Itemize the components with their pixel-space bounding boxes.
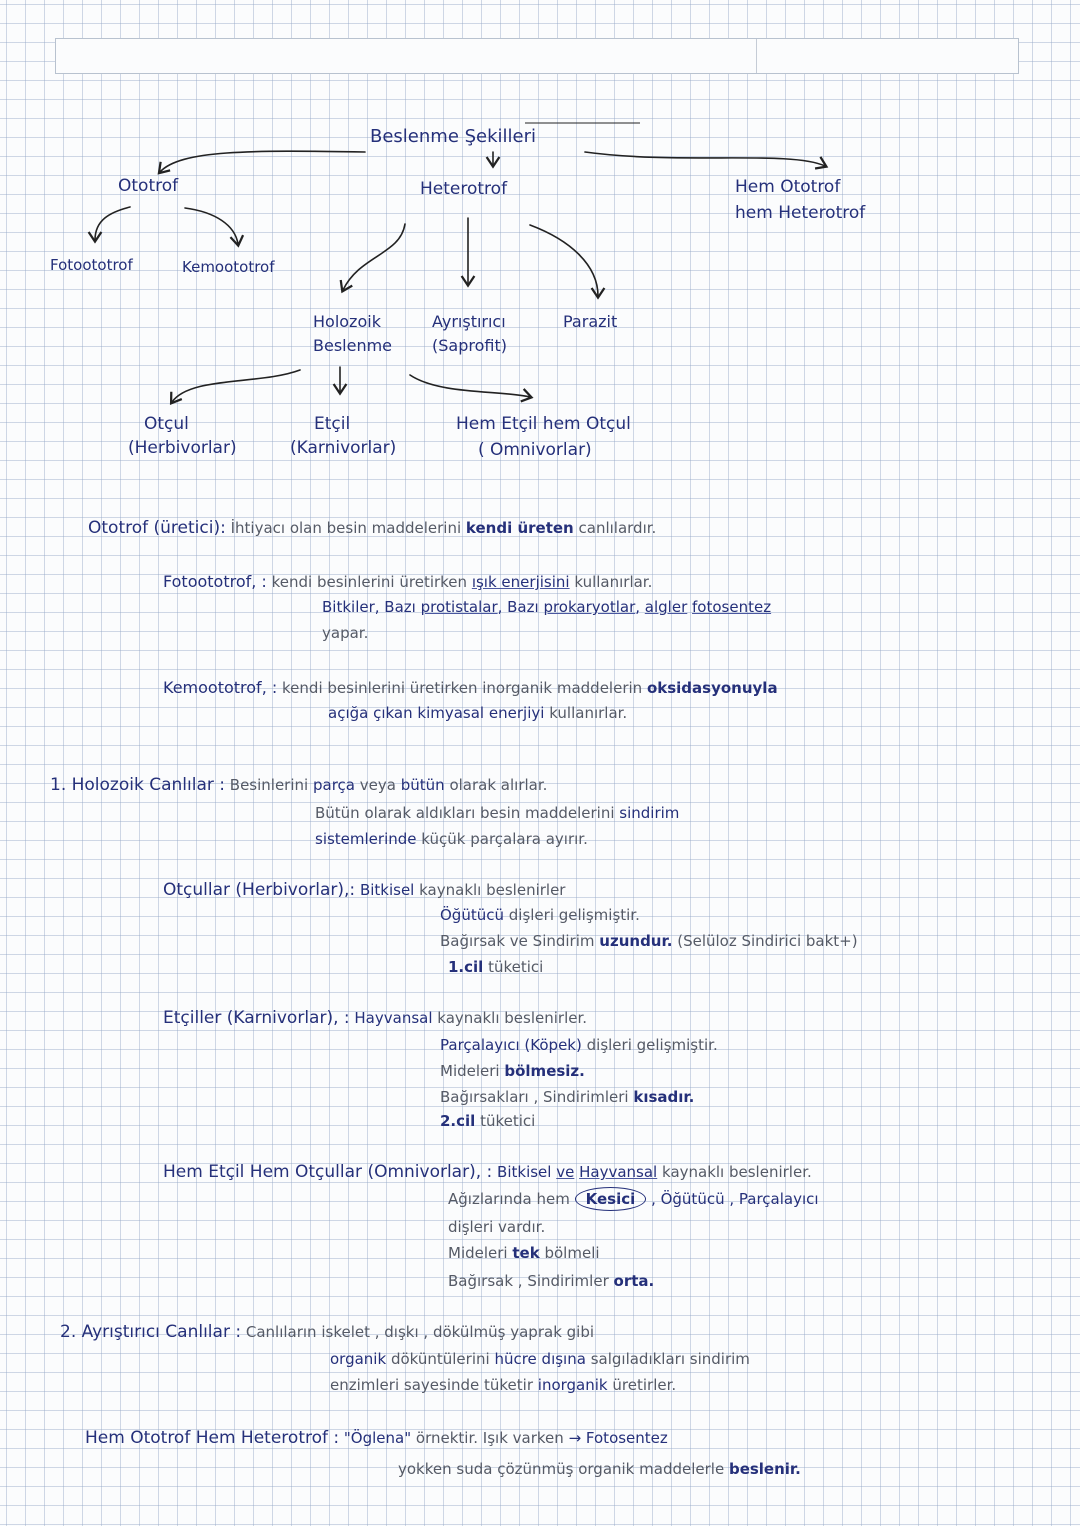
- ayristirici-text-3: salgıladıkları sindirim: [590, 1350, 750, 1368]
- etcil-line-3: [440, 1062, 585, 1080]
- etcil-text-2: dişleri gelişmiştir.: [586, 1036, 718, 1054]
- omnivor-line-4: [448, 1244, 600, 1262]
- omnivor-text-2: Ağızlarında hem: [448, 1190, 570, 1208]
- omnivor-ve: ve: [556, 1163, 575, 1181]
- kemoototrof-emphasis-2: enerjiyi: [488, 704, 545, 722]
- holozoik-text-4: küçük parçalara ayırır.: [421, 830, 588, 848]
- otcul-text-2: dişleri gelişmiştir.: [508, 906, 640, 924]
- node-hem-ototrof-label-1: Hem Ototrof: [735, 177, 841, 197]
- node-holozoik-1: Holozoik: [313, 312, 381, 331]
- otcul-text-3: Bağırsak ve Sindirim: [440, 932, 595, 950]
- omnivor-bitkisel: Bitkisel: [497, 1163, 552, 1181]
- ototrof-heading: Ototrof (üretici):: [88, 518, 226, 538]
- ototrof-def-text: İhtiyacı olan besin maddelerini: [230, 519, 462, 537]
- fotoototrof-protista: protistalar: [420, 598, 498, 616]
- holozoik-sistemler: sistemlerinde: [315, 830, 417, 848]
- omnivor-text-3: Bağırsak , Sindirimler: [448, 1272, 609, 1290]
- fotoototrof-line-1: [163, 572, 652, 591]
- holozoik-text-1: Besinlerini: [229, 776, 309, 794]
- kemoototrof-text-4: kullanırlar.: [549, 704, 628, 722]
- fotoototrof-examples-2: , Bazı: [497, 598, 539, 616]
- holozoik-parca: parça: [312, 776, 355, 794]
- holozoik-heading: 1. Holozoik Canlılar :: [50, 775, 225, 795]
- ayristirici-hucre-disina: hücre dışına: [494, 1350, 586, 1368]
- node-omnivor-2: ( Omnivorlar): [478, 440, 592, 460]
- omnivor-text-1: kaynaklı beslenirler.: [662, 1163, 812, 1181]
- holozoik-line-1: [50, 775, 547, 795]
- hem-heterotrof-heading: Hem Ototrof Hem Heterotrof :: [85, 1428, 340, 1448]
- etcil-text-3: Bağırsakları , Sindirimleri: [440, 1088, 629, 1106]
- fotoototrof-text-1: kendi besinlerini üretirken: [271, 573, 468, 591]
- omnivor-line-3: dişleri vardır.: [448, 1218, 546, 1236]
- hem-heterotrof-beslenir: beslenir.: [728, 1460, 801, 1478]
- otcul-ogutucu: Öğütücü: [440, 906, 504, 924]
- holozoik-butun: bütün: [400, 776, 445, 794]
- fotoototrof-fotosentez: fotosentez: [692, 598, 772, 616]
- etcil-bolmesiz: bölmesiz.: [504, 1062, 585, 1080]
- otcul-text-1: kaynaklı beslenirler: [419, 881, 566, 899]
- omnivor-line-5: [448, 1272, 654, 1290]
- omnivor-mideleri: Mideleri: [448, 1244, 508, 1262]
- fotoototrof-prokaryot: prokaryotlar: [543, 598, 636, 616]
- ototrof-def-emphasis: kendi üreten: [465, 519, 574, 537]
- omnivor-tek: tek: [512, 1244, 540, 1262]
- ototrof-definition-line: [88, 518, 656, 538]
- holozoik-text-2: olarak alırlar.: [449, 776, 548, 794]
- etcil-line-4: [440, 1088, 694, 1106]
- node-heterotrof: Heterotrof: [420, 179, 508, 199]
- otcul-seluloz-note: (Selüloz Sindirici bakt+): [677, 932, 858, 950]
- node-etcil-1: Etçil: [314, 414, 351, 434]
- kemoototrof-text-1: kendi besinlerini üretirken: [282, 679, 478, 697]
- ayristirici-organik: organik: [330, 1350, 387, 1368]
- hem-heterotrof-fotosentez: → Fotosentez: [568, 1429, 668, 1447]
- ayristirici-text-4: enzimleri sayesinde tüketir: [330, 1376, 533, 1394]
- diagram-arrows: [0, 0, 1080, 470]
- etcil-heading: Etçiller (Karnivorlar), :: [163, 1008, 350, 1028]
- node-holozoik-2: Beslenme: [313, 336, 393, 355]
- otcul-line-2: [440, 906, 640, 924]
- etcil-line-5: [440, 1112, 535, 1130]
- hem-heterotrof-oglena: "Öglena": [343, 1429, 412, 1447]
- etcil-order: 2.cil: [440, 1112, 476, 1130]
- fotoototrof-line-2: [322, 598, 771, 616]
- otcul-line-4: [448, 958, 543, 976]
- hem-heterotrof-line-1: [85, 1428, 668, 1448]
- node-fotoototrof: Fotoototrof: [50, 256, 133, 274]
- otcul-tuketici: tüketici: [488, 958, 544, 976]
- etcil-text-1: kaynaklı beslenirler.: [437, 1009, 588, 1027]
- fotoototrof-heading: Fotoototrof, :: [163, 572, 267, 591]
- omnivor-dis-types: , Öğütücü , Parçalayıcı: [651, 1190, 819, 1208]
- fotoototrof-comma: ,: [635, 598, 641, 616]
- ayristirici-heading: 2. Ayrıştırıcı Canlılar :: [60, 1322, 242, 1342]
- ayristirici-text-5: üretirler.: [612, 1376, 677, 1394]
- etcil-kisadir: kısadır.: [633, 1088, 695, 1106]
- etcil-parcalayici: Parçalayıcı (Köpek): [440, 1036, 582, 1054]
- fotoototrof-line-3: yapar.: [322, 624, 369, 642]
- omnivor-line-1: [163, 1162, 812, 1182]
- ayristirici-line-2: [330, 1350, 750, 1368]
- node-kemoototrof: Kemoototrof: [182, 258, 275, 276]
- hem-heterotrof-text-2: yokken suda çözünmüş organik maddelerle: [398, 1460, 725, 1478]
- node-parazit: Parazit: [563, 312, 618, 331]
- etcil-mideleri: Mideleri: [440, 1062, 500, 1080]
- holozoik-veya: veya: [359, 776, 396, 794]
- ayristirici-line-1: [60, 1322, 594, 1342]
- fotoototrof-examples-1: Bitkiler, Bazı: [322, 598, 416, 616]
- holozoik-sindirim: sindirim: [619, 804, 680, 822]
- ayristirici-inorganik: inorganik: [537, 1376, 608, 1394]
- diagram-root-label: Beslenme Şekilleri: [370, 126, 537, 147]
- fotoototrof-algler: algler: [644, 598, 688, 616]
- kemoototrof-line-1: [163, 678, 778, 697]
- otcul-uzundur: uzundur.: [599, 932, 673, 950]
- node-etcil-2: (Karnivorlar): [290, 438, 397, 458]
- kemoototrof-text-2: inorganik maddelerin: [482, 679, 643, 697]
- otcul-line-3: [440, 932, 858, 950]
- holozoik-line-2: [315, 804, 679, 822]
- node-otcul-1: Otçul: [144, 414, 189, 434]
- ototrof-def-end: canlılardır.: [578, 519, 657, 537]
- fotoototrof-emphasis-1: ışık enerjisini: [471, 573, 570, 591]
- kemoototrof-line-2: [328, 704, 627, 722]
- ayristirici-text-2: döküntülerini: [390, 1350, 490, 1368]
- hem-heterotrof-text-1: örnektir. Işık varken: [415, 1429, 564, 1447]
- node-ayristirici-1: Ayrıştırıcı: [432, 312, 506, 331]
- omnivor-line-2: [448, 1190, 819, 1208]
- etcil-hayvansal: Hayvansal: [354, 1009, 433, 1027]
- omnivor-heading: Hem Etçil Hem Otçullar (Omnivorlar), :: [163, 1162, 493, 1182]
- omnivor-kesici-circled: Kesici: [575, 1187, 647, 1211]
- otcul-order: 1.cil: [448, 958, 484, 976]
- hem-heterotrof-line-2: [398, 1460, 801, 1478]
- ayristirici-line-3: [330, 1376, 676, 1394]
- etcil-line-1: [163, 1008, 587, 1028]
- etcil-tuketici: tüketici: [480, 1112, 536, 1130]
- node-otcul-2: (Herbivorlar): [128, 438, 237, 458]
- node-hem-ototrof-label-2: hem Heterotrof: [735, 203, 866, 223]
- omnivor-orta: orta.: [613, 1272, 655, 1290]
- kemoototrof-text-3: açığa çıkan kimyasal: [328, 704, 485, 722]
- omnivor-hayvansal: Hayvansal: [579, 1163, 658, 1181]
- kemoototrof-emphasis-1: oksidasyonuyla: [646, 679, 778, 697]
- kemoototrof-heading: Kemoototrof, :: [163, 678, 278, 697]
- node-ototrof: Ototrof: [118, 176, 179, 196]
- node-ayristirici-2: (Saprofit): [432, 336, 507, 355]
- holozoik-line-3: [315, 830, 588, 848]
- ayristirici-text-1: Canlıların iskelet , dışkı , dökülmüş yaprak gibi: [245, 1323, 595, 1341]
- omnivor-bolmeli: bölmeli: [544, 1244, 600, 1262]
- otcul-line-1: [163, 880, 565, 900]
- node-omnivor-1: Hem Etçil hem Otçul: [456, 414, 631, 434]
- otcul-heading: Otçullar (Herbivorlar),:: [163, 880, 356, 900]
- otcul-bitkisel: Bitkisel: [359, 881, 415, 899]
- fotoototrof-text-2: kullanırlar.: [574, 573, 653, 591]
- holozoik-text-3: Bütün olarak aldıkları besin maddelerini: [315, 804, 615, 822]
- etcil-line-2: [440, 1036, 718, 1054]
